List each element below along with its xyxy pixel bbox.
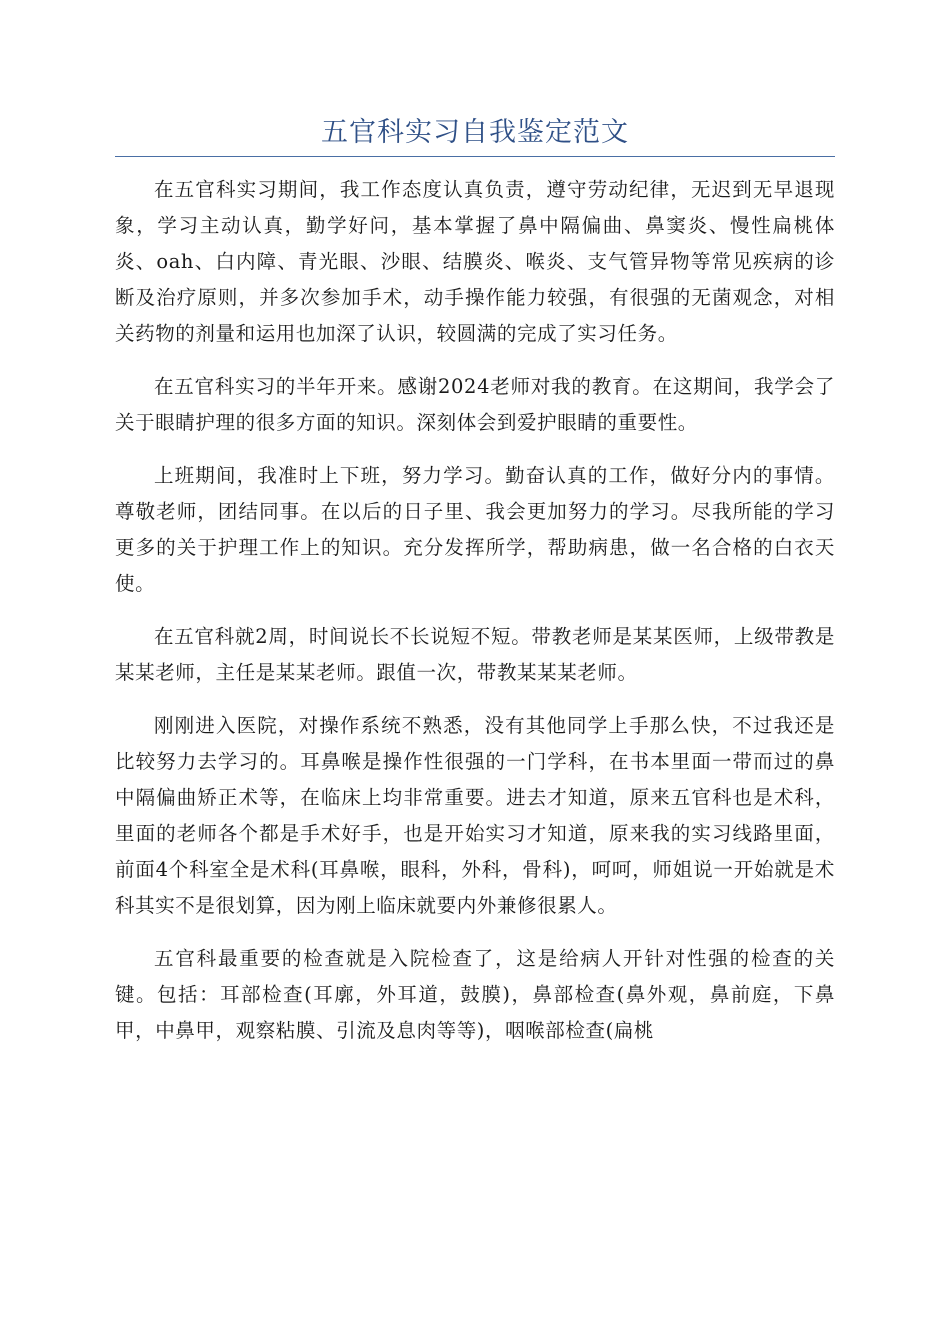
paragraph: 在五官科实习期间，我工作态度认真负责，遵守劳动纪律，无迟到无早退现象，学习主动认真，勤学好问，基本掌握了鼻中隔偏曲、鼻窦炎、慢性扁桃体炎、oah、白内障、青光眼、沙眼、结膜炎、喉炎、支气管异物等常见疾病的诊断及治疗原则，并多次参加手术，动手操作能力较强，有很强的无菌观念，对相关药物的剂量和运用也加深了认识，较圆满的完成了实习任务。 <box>115 178 835 345</box>
paragraph: 在五官科就2周，时间说长不长说短不短。带教老师是某某医师，上级带教是某某老师，主任是某某老师。跟值一次，带教某某某老师。 <box>115 625 835 684</box>
document-title: 五官科实习自我鉴定范文 <box>321 117 629 148</box>
paragraph: 上班期间，我准时上下班，努力学习。勤奋认真的工作，做好分内的事情。尊敬老师，团结同事。在以后的日子里、我会更加努力的学习。尽我所能的学习更多的关于护理工作上的知识。充分发挥所学，帮助病患，做一名合格的白衣天使。 <box>115 464 835 595</box>
paragraph: 五官科最重要的检查就是入院检查了，这是给病人开针对性强的检查的关键。包括：耳部检查(耳廓，外耳道，鼓膜)，鼻部检查(鼻外观，鼻前庭，下鼻甲，中鼻甲，观察粘膜、引流及息肉等等)，咽喉部检查(扁桃 <box>115 947 835 1042</box>
document-body <box>115 172 835 1066</box>
paragraph: 刚刚进入医院，对操作系统不熟悉，没有其他同学上手那么快，不过我还是比较努力去学习的。耳鼻喉是操作性很强的一门学科，在书本里面一带而过的鼻中隔偏曲矫正术等，在临床上均非常重要。进去才知道，原来五官科也是术科，里面的老师各个都是手术好手，也是开始实习才知道，原来我的实习线路里面，前面4个科室全是术科(耳鼻喉，眼科，外科，骨科)，呵呵，师姐说一开始就是术科其实不是很划算，因为刚上临床就要内外兼修很累人。 <box>115 714 835 917</box>
paragraph: 在五官科实习的半年开来。感谢2024老师对我的教育。在这期间，我学会了关于眼睛护理的很多方面的知识。深刻体会到爱护眼睛的重要性。 <box>115 375 835 434</box>
title-block <box>115 112 835 157</box>
